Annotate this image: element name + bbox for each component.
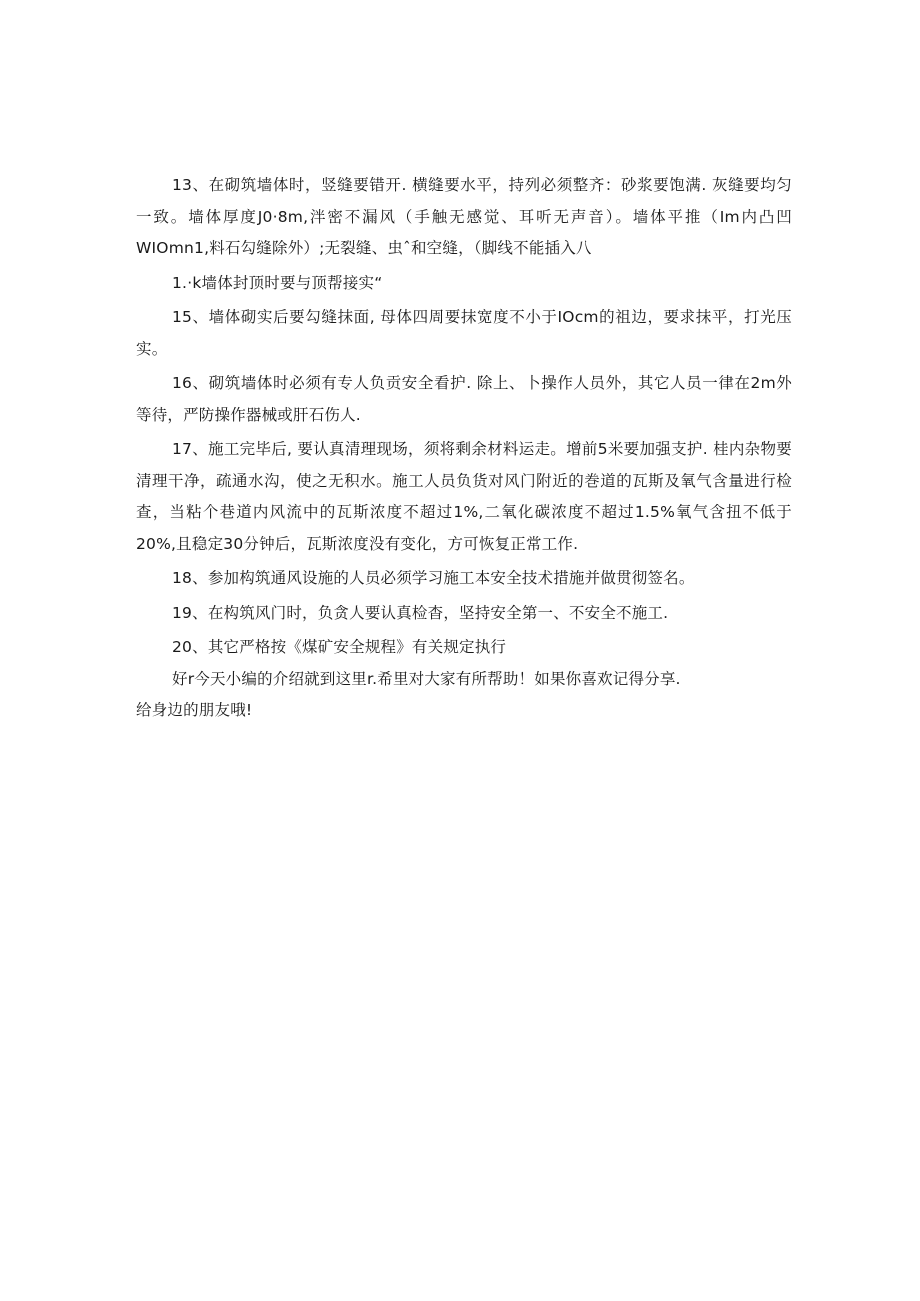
paragraph-20: 20、其它严格按《煤矿安全规程》有关规定执行 — [172, 638, 507, 656]
paragraph-13: 13、在砌筑墙体时，竖缝要错开. 横缝要水平，持列必须整齐：砂浆要饱满. 灰缝要均匀一致。墙体厚度J0·8m,泮密不漏风（手触无感觉、耳听无声音）。墙体平推（Im内凸凹WIOmn1,料石勾缝除外）;无裂缝、虫ˆ和空缝，（脚线不能插入八 — [136, 176, 792, 257]
closing-line: 好r今天小编的介绍就到这里r.希里对大家有所帮助！如果你喜欢记得分享. — [172, 669, 681, 688]
paragraph-18: 18、参加构筑通风设施的人员必须学习施工本安全技术措施并做贯彻签名。 — [172, 569, 695, 587]
document-body — [136, 170, 792, 727]
paragraph-14: 1.·k墙体封顶时要与顶帮接实“ — [172, 273, 383, 292]
paragraph-17: 17、施工完毕后, 要认真清理现场，须将剩余材料运走。增前5米要加强支护. 桂内杂物要清理干净，疏通水沟，使之无积水。施工人员负货对风门附近的巻道的瓦斯及氧气含量进行检查，当粘个巷道内风流中的瓦斯浓度不超过1%,二氧化碳浓度不超过1.5%氧气含扭不低于20%,且稳定30分钟后，瓦斯浓度没有变化，方可恢复正常工作. — [136, 440, 792, 553]
paragraph-19: 19、在构筑风门时，负贪人要认真检杳，坚持安全第一、不安全不施工. — [172, 603, 669, 622]
paragraph-16: 16、砌筑墙体时必须有专人负贡安全看护. 除上、卜操作人员外，其它人员一律在2m外等待，严防操作器械或肝石伤人. — [136, 374, 792, 424]
paragraph-15: 15、墙体砌实后要勾缝抹面, 母体四周要抹宽度不小于IOcm的祖边，要求抹平，打光压实。 — [136, 308, 792, 358]
closing-line-continued: 给身边的朋友哦! — [136, 701, 253, 719]
